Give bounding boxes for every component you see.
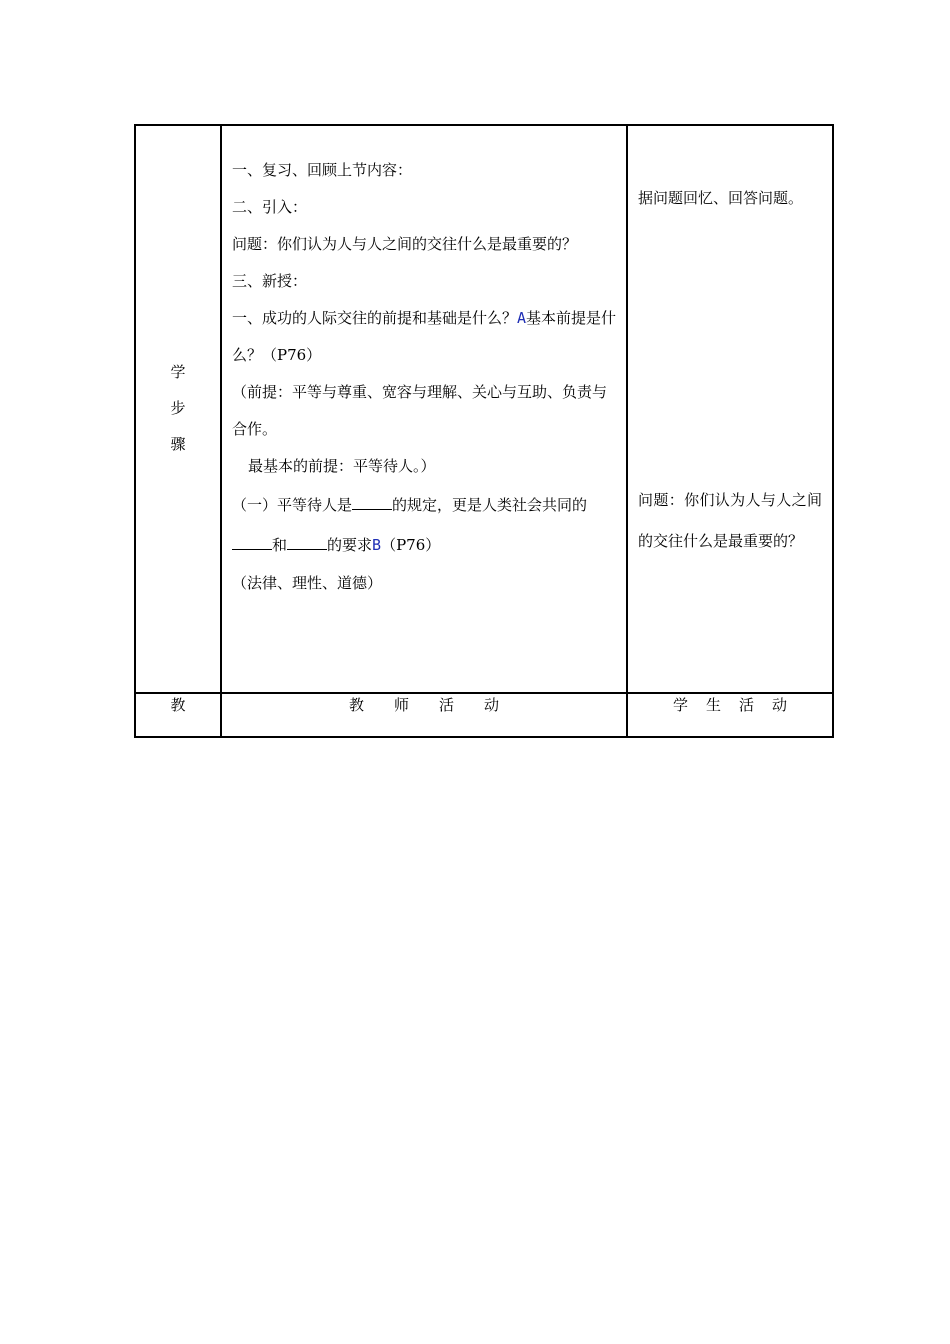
text-fragment: 的要求 [327, 536, 373, 554]
text-line: （法律、理性、道德） [232, 574, 383, 592]
text-line: 问题：你们认为人与人之间的交往什么是最重要的？ [232, 235, 578, 253]
text-fragment: 基本前提是什么？（P76） [232, 309, 617, 364]
text-line: 三、新授： [232, 272, 308, 290]
text-fragment: 一、成功的人际交往的前提和基础是什么？ [232, 309, 518, 327]
teacher-activity-heading: 教师活动 [348, 696, 529, 714]
section-label-char: 学 [170, 363, 186, 381]
table-row [135, 693, 833, 737]
text-fragment: 和 [272, 536, 288, 554]
fill-blank [352, 495, 392, 510]
marker-a: A [517, 309, 527, 327]
table-row [135, 125, 833, 693]
teacher-activity-text [232, 152, 618, 602]
student-activity-question: 问题：你们认为人与人之间的交往什么是最重要的？ [638, 491, 822, 550]
marker-b: B [372, 536, 382, 554]
section-label-char: 骤 [170, 435, 186, 453]
student-activity-cell [627, 125, 833, 693]
section-label-cell [135, 125, 221, 693]
text-fragment: （P76） [381, 536, 441, 554]
student-activity-text: 据问题回忆、回答问题。 [638, 189, 804, 207]
text-fragment: 的规定，更是人类社会共同的 [392, 496, 588, 514]
text-line: （前提：平等与尊重、宽容与理解、关心与互助、负责与合作。 [232, 383, 608, 438]
footer-left-cell: 教 [135, 693, 221, 737]
text-line [232, 485, 618, 565]
text-line: 最基本的前提：平等待人。） [248, 457, 436, 475]
text-line: 一、复习、回顾上节内容： [232, 161, 413, 179]
footer-teacher-header [221, 693, 627, 737]
text-fragment: （一）平等待人是 [232, 496, 353, 514]
footer-student-header [627, 693, 833, 737]
student-activity-heading: 学生活动 [672, 696, 805, 714]
fill-blank [287, 535, 327, 550]
section-label-char: 步 [170, 399, 186, 417]
text-line: 二、引入： [232, 198, 308, 216]
section-label [136, 354, 220, 462]
teacher-activity-cell [221, 125, 627, 693]
text-line [232, 300, 618, 374]
lesson-plan-table [134, 124, 834, 738]
fill-blank [232, 535, 272, 550]
